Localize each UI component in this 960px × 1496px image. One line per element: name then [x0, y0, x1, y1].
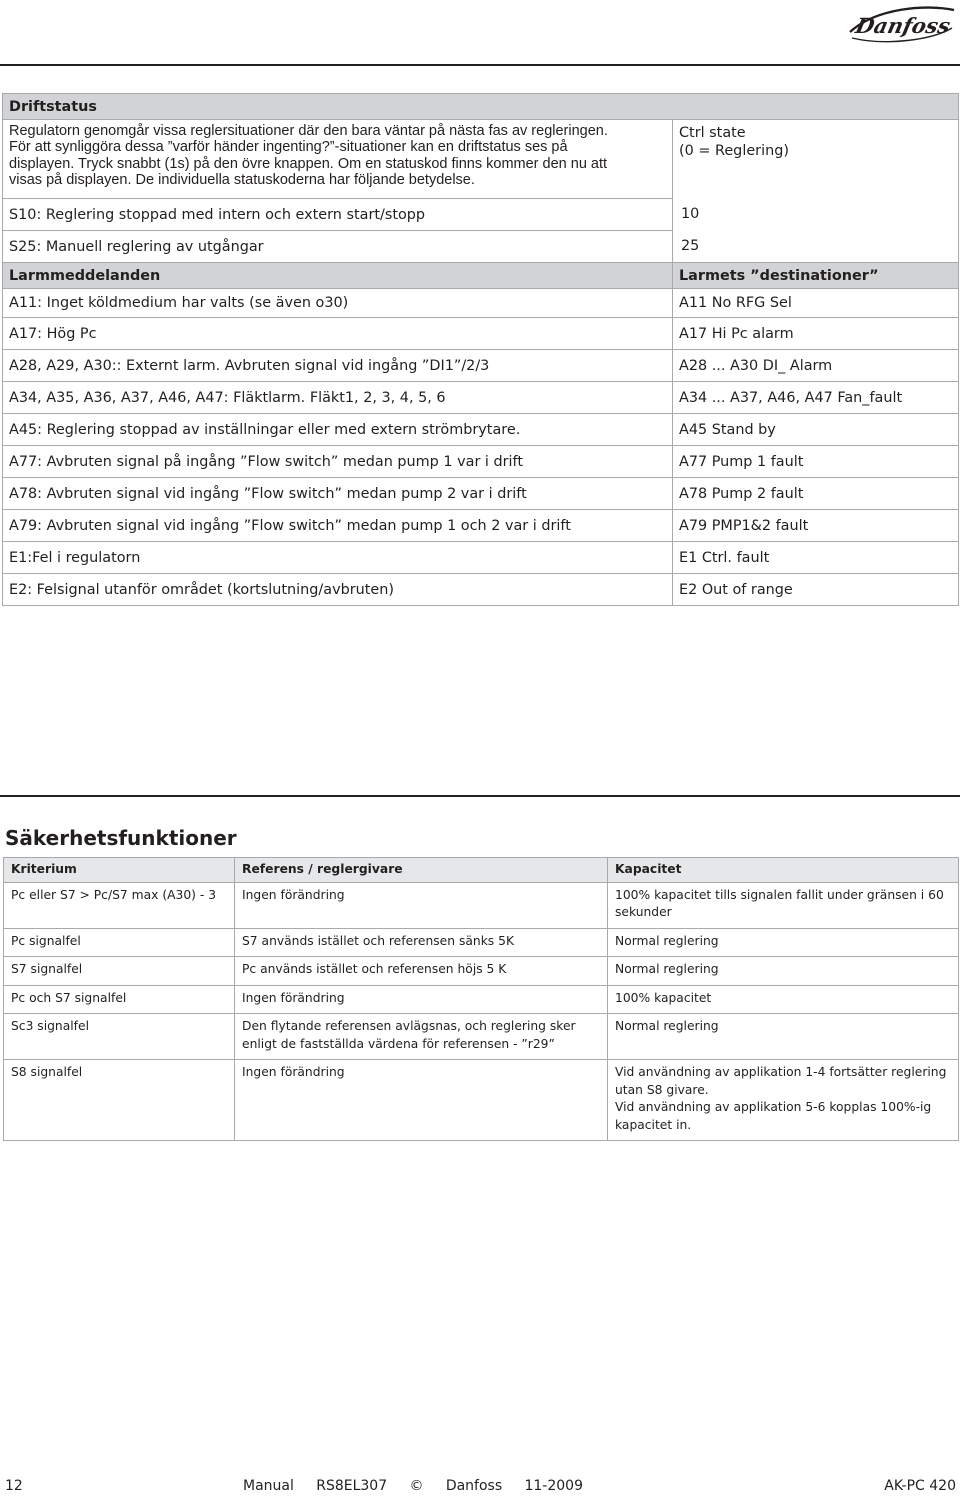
kriterium-cell: Pc signalfel — [4, 928, 235, 957]
status-value-10: 10 — [681, 206, 700, 222]
intro-line: För att synliggöra dessa ”varför händer ingenting?”-situationer kan en driftstatus ses på — [9, 139, 568, 156]
kriterium-cell: Pc och S7 signalfel — [4, 985, 235, 1014]
alarm-destination: A45 Stand by — [673, 414, 959, 446]
referens-cell: Ingen förändring — [235, 1060, 608, 1141]
alarm-header-right: Larmets ”destinationer” — [673, 263, 959, 289]
col-header-kriterium: Kriterium — [4, 858, 235, 883]
driftstatus-table — [2, 93, 959, 606]
alarm-row — [3, 510, 959, 542]
intro-line: Regulatorn genomgår vissa reglersituationer där den bara väntar på nästa fas av regleringen. — [9, 123, 608, 139]
alarm-text: A34, A35, A36, A37, A46, A47: Fläktlarm. Fläkt1, 2, 3, 4, 5, 6 — [3, 382, 673, 414]
alarm-row — [3, 414, 959, 446]
kriterium-cell: S7 signalfel — [4, 957, 235, 986]
kapacitet-cell: 100% kapacitet tills signalen fallit under gränsen i 60 sekunder — [608, 882, 959, 928]
alarm-row — [3, 350, 959, 382]
alarm-row — [3, 289, 959, 318]
page-number: 12 — [5, 1478, 23, 1494]
sakerhet-row — [4, 882, 959, 928]
sakerhet-rows — [4, 882, 959, 1141]
sakerhet-row — [4, 1060, 959, 1141]
alarm-text: A79: Avbruten signal vid ingång ”Flow switch” medan pump 1 och 2 var i drift — [3, 510, 673, 542]
alarm-destination: E2 Out of range — [673, 574, 959, 606]
sakerhet-row — [4, 1014, 959, 1060]
ctrl-state-cell — [673, 120, 959, 263]
alarm-text: E1:Fel i regulatorn — [3, 542, 673, 574]
footer-product: AK-PC 420 — [884, 1478, 956, 1494]
alarm-text: E2: Felsignal utanför området (kortslutning/avbruten) — [3, 574, 673, 606]
kapacitet-cell: Vid användning av applikation 1-4 fortsätter reglering utan S8 givare. Vid användning av applikation 5-6 kopplas 100%-ig kapacitet in. — [608, 1060, 959, 1141]
alarm-destination: A11 No RFG Sel — [673, 289, 959, 318]
alarm-text: A11: Inget köldmedium har valts (se även o30) — [3, 289, 673, 318]
referens-cell: S7 används istället och referensen sänks 5K — [235, 928, 608, 957]
kapacitet-cell: Normal reglering — [608, 928, 959, 957]
kriterium-cell: Pc eller S7 > Pc/S7 max (A30) - 3 — [4, 882, 235, 928]
section-title-sakerhet: Säkerhetsfunktioner — [5, 826, 237, 850]
alarm-text: A78: Avbruten signal vid ingång ”Flow switch” medan pump 2 var i drift — [3, 478, 673, 510]
alarm-destination: A17 Hi Pc alarm — [673, 318, 959, 350]
sakerhet-row — [4, 985, 959, 1014]
driftstatus-header-row — [3, 94, 959, 120]
alarm-text: A77: Avbruten signal på ingång ”Flow switch” medan pump 1 var i drift — [3, 446, 673, 478]
header-rule — [0, 64, 960, 66]
alarm-row — [3, 542, 959, 574]
alarm-rows — [3, 289, 959, 606]
kapacitet-cell: Normal reglering — [608, 957, 959, 986]
status-value-25: 25 — [681, 238, 700, 254]
alarm-row — [3, 446, 959, 478]
referens-cell: Ingen förändring — [235, 882, 608, 928]
alarm-text: A45: Reglering stoppad av inställningar eller med extern strömbrytare. — [3, 414, 673, 446]
alarm-header-row — [3, 263, 959, 289]
col-header-referens: Referens / reglergivare — [235, 858, 608, 883]
sakerhet-row — [4, 928, 959, 957]
intro-line: visas på displayen. De individuella statuskoderna har följande betydelse. — [9, 171, 475, 188]
driftstatus-intro — [3, 120, 673, 199]
alarm-row — [3, 478, 959, 510]
kriterium-cell: S8 signalfel — [4, 1060, 235, 1141]
referens-cell: Ingen förändring — [235, 985, 608, 1014]
status-text: S25: Manuell reglering av utgångar — [3, 231, 673, 263]
referens-cell: Den flytande referensen avlägsnas, och reglering sker enligt de fastställda värdena för referensen - ”r29” — [235, 1014, 608, 1060]
footer-doc-info: Manual RS8EL307 © Danfoss 11-2009 — [243, 1478, 583, 1494]
status-text: S10: Reglering stoppad med intern och extern start/stopp — [3, 199, 673, 231]
col-header-kapacitet: Kapacitet — [608, 858, 959, 883]
alarm-destination: E1 Ctrl. fault — [673, 542, 959, 574]
danfoss-logo — [846, 2, 958, 48]
alarm-text: A17: Hög Pc — [3, 318, 673, 350]
driftstatus-title: Driftstatus — [3, 94, 959, 120]
kriterium-cell: Sc3 signalfel — [4, 1014, 235, 1060]
ctrl-state-note: (0 = Reglering) — [679, 143, 789, 159]
alarm-row — [3, 382, 959, 414]
alarm-destination: A28 ... A30 DI_ Alarm — [673, 350, 959, 382]
sakerhet-row — [4, 957, 959, 986]
alarm-destination: A78 Pump 2 fault — [673, 478, 959, 510]
intro-line: displayen. Tryck snabbt (1s) på den övre knappen. Om en statuskod finns kommer den nu att — [9, 155, 608, 172]
ctrl-state-label: Ctrl state — [679, 125, 746, 141]
alarm-header-left: Larmmeddelanden — [3, 263, 673, 289]
driftstatus-intro-row — [3, 120, 959, 199]
alarm-row — [3, 318, 959, 350]
kapacitet-cell: Normal reglering — [608, 1014, 959, 1060]
section-rule — [0, 795, 960, 797]
alarm-destination: A77 Pump 1 fault — [673, 446, 959, 478]
alarm-destination: A79 PMP1&2 fault — [673, 510, 959, 542]
alarm-text: A28, A29, A30:: Externt larm. Avbruten signal vid ingång ”DI1”/2/3 — [3, 350, 673, 382]
kapacitet-cell: 100% kapacitet — [608, 985, 959, 1014]
referens-cell: Pc används istället och referensen höjs 5 K — [235, 957, 608, 986]
alarm-row — [3, 574, 959, 606]
alarm-destination: A34 ... A37, A46, A47 Fan_fault — [673, 382, 959, 414]
svg-text:Danfoss: Danfoss — [853, 14, 953, 39]
sakerhet-header-row — [4, 858, 959, 883]
sakerhet-table — [3, 857, 959, 1141]
